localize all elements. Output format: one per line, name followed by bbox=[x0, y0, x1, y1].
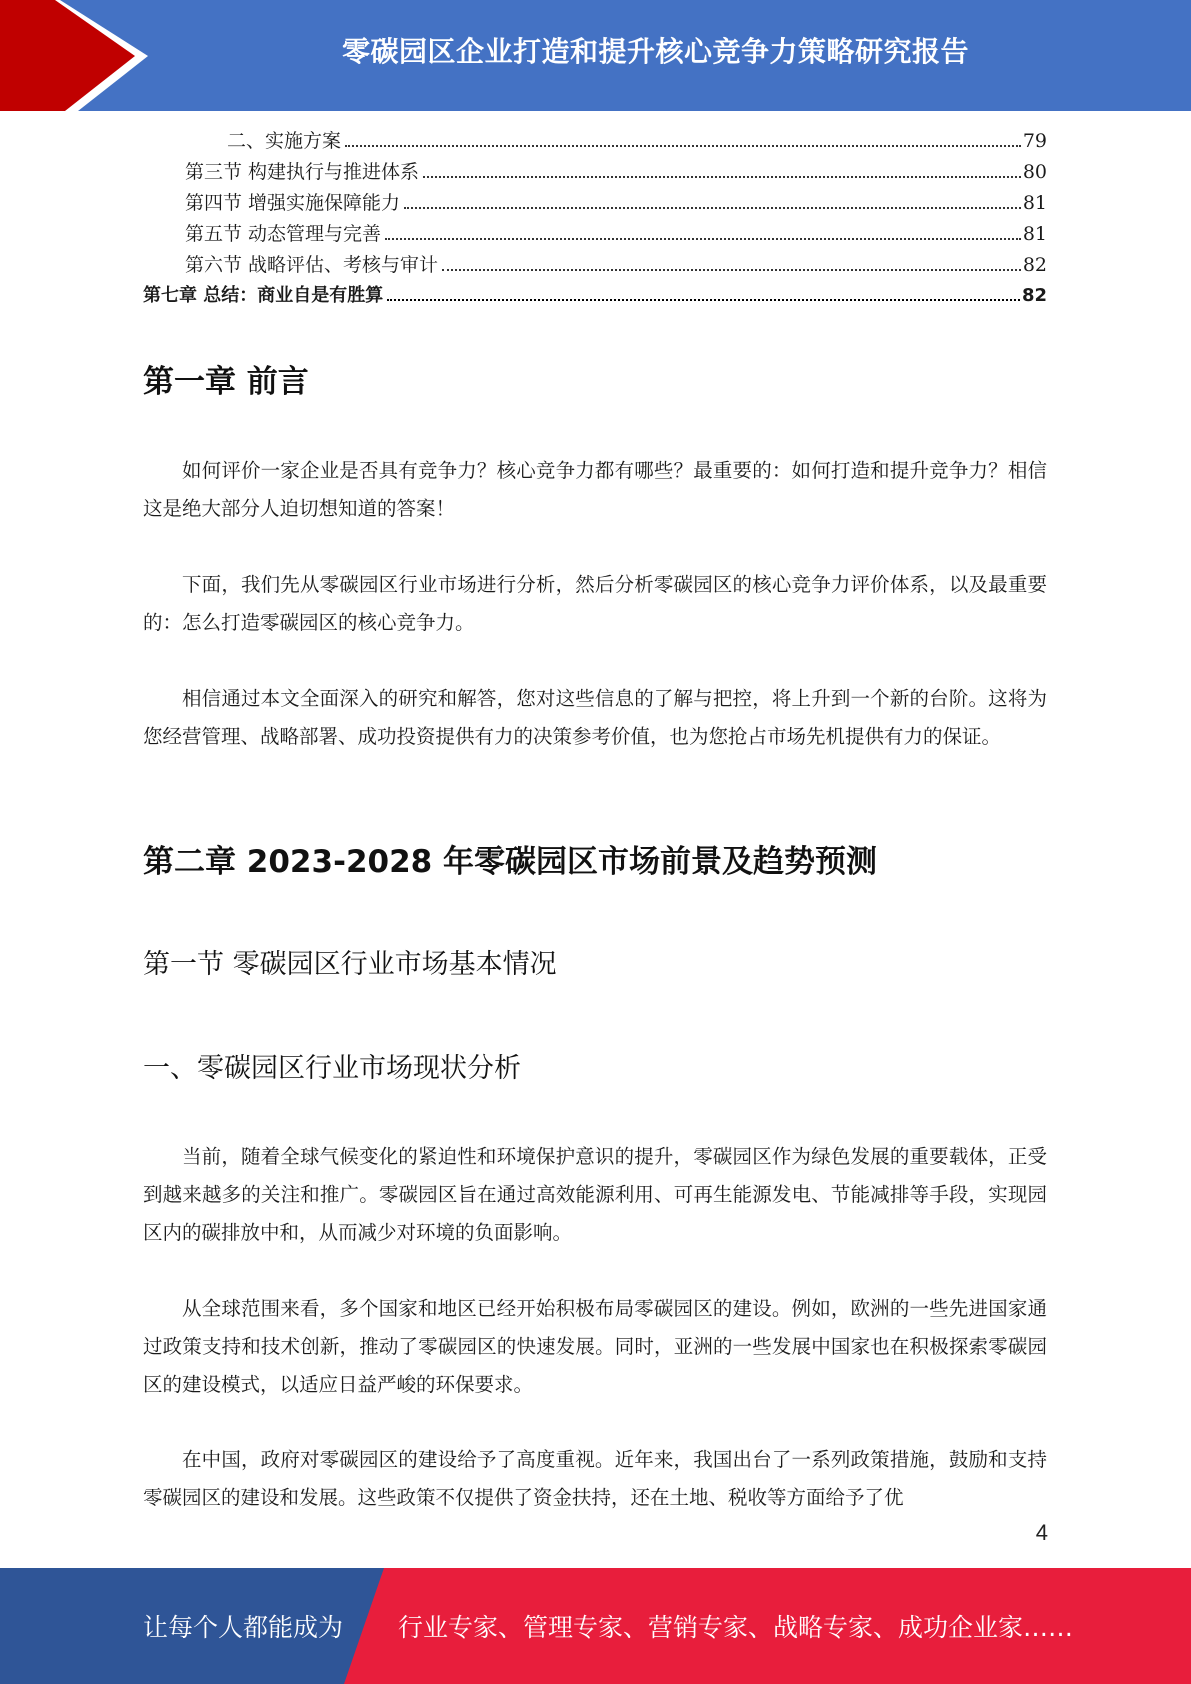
toc-entry-label: 第四节 增强实施保障能力 bbox=[185, 192, 401, 214]
paragraph: 当前，随着全球气候变化的紧迫性和环境保护意识的提升，零碳园区作为绿色发展的重要载体，正受到越来越多的关注和推广。零碳园区旨在通过高效能源利用、可再生能源发电、节能减排等手段，实现园区内的碳排放中和，从而减少对环境的负面影响。 bbox=[143, 1145, 1047, 1244]
paragraph: 如何评价一家企业是否具有竞争力？核心竞争力都有哪些？最重要的：如何打造和提升竞争力？相信这是绝大部分人迫切想知道的答案！ bbox=[143, 459, 1047, 520]
page-number: 4 bbox=[1035, 1520, 1048, 1545]
toc-entry-page: 79 bbox=[1022, 130, 1047, 152]
toc-entry-page: 81 bbox=[1022, 192, 1047, 214]
toc-entry[interactable] bbox=[143, 188, 1047, 219]
toc-entry-page: 80 bbox=[1022, 161, 1047, 183]
paragraph: 在中国，政府对零碳园区的建设给予了高度重视。近年来，我国出台了一系列政策措施，鼓励和支持零碳园区的建设和发展。这些政策不仅提供了资金扶持，还在土地、税收等方面给予了优 bbox=[143, 1448, 1047, 1509]
toc-entry-label: 第三节 构建执行与推进体系 bbox=[185, 161, 420, 183]
footer-slogan-left: 让每个人都能成为 bbox=[143, 1613, 344, 1642]
toc-leader-dots bbox=[423, 175, 1021, 178]
toc-entry[interactable] bbox=[143, 250, 1047, 281]
toc-leader-dots bbox=[404, 206, 1021, 209]
toc-leader-dots bbox=[345, 144, 1021, 147]
toc-leader-dots bbox=[442, 268, 1021, 271]
toc-entry-label: 第七章 总结：商业自是有胜算 bbox=[143, 285, 384, 306]
chapter-heading: 第二章 2023-2028 年零碳园区市场前景及趋势预测 bbox=[143, 844, 878, 880]
paragraph: 从全球范围来看，多个国家和地区已经开始积极布局零碳园区的建设。例如，欧洲的一些先进国家通过政策支持和技术创新，推动了零碳园区的快速发展。同时，亚洲的一些发展中国家也在积极探索零碳园区的建设模式，以适应日益严峻的环保要求。 bbox=[143, 1297, 1047, 1396]
table-of-contents bbox=[143, 126, 1047, 312]
toc-entry-label: 二、实施方案 bbox=[227, 130, 342, 152]
toc-entry-page: 81 bbox=[1022, 223, 1047, 245]
toc-entry[interactable] bbox=[143, 219, 1047, 250]
paragraph: 下面，我们先从零碳园区行业市场进行分析，然后分析零碳园区的核心竞争力评价体系，以及最重要的：怎么打造零碳园区的核心竞争力。 bbox=[143, 573, 1047, 634]
subsection-heading: 一、零碳园区行业市场现状分析 bbox=[143, 1053, 521, 1084]
footer-slogan-right: 行业专家、管理专家、营销专家、战略专家、成功企业家…… bbox=[398, 1613, 1074, 1642]
toc-leader-dots bbox=[385, 237, 1021, 240]
chapter-heading: 第一章 前言 bbox=[143, 364, 309, 400]
toc-entry-label: 第五节 动态管理与完善 bbox=[185, 223, 382, 245]
toc-entry-chapter[interactable] bbox=[143, 281, 1047, 312]
toc-entry-page: 82 bbox=[1022, 254, 1047, 276]
paragraph: 相信通过本文全面深入的研究和解答，您对这些信息的了解与把控，将上升到一个新的台阶。这将为您经营管理、战略部署、成功投资提供有力的决策参考价值，也为您抢占市场先机提供有力的保证。 bbox=[143, 687, 1047, 748]
toc-leader-dots bbox=[387, 298, 1020, 301]
toc-entry[interactable] bbox=[143, 157, 1047, 188]
section-heading: 第一节 零碳园区行业市场基本情况 bbox=[143, 949, 557, 980]
footer-banner bbox=[0, 1568, 1191, 1684]
toc-entry-label: 第六节 战略评估、考核与审计 bbox=[185, 254, 439, 276]
toc-entry-page: 82 bbox=[1021, 285, 1047, 306]
report-title: 零碳园区企业打造和提升核心竞争力策略研究报告 bbox=[341, 35, 969, 68]
toc-entry[interactable] bbox=[143, 126, 1047, 157]
header-banner bbox=[0, 0, 1191, 111]
